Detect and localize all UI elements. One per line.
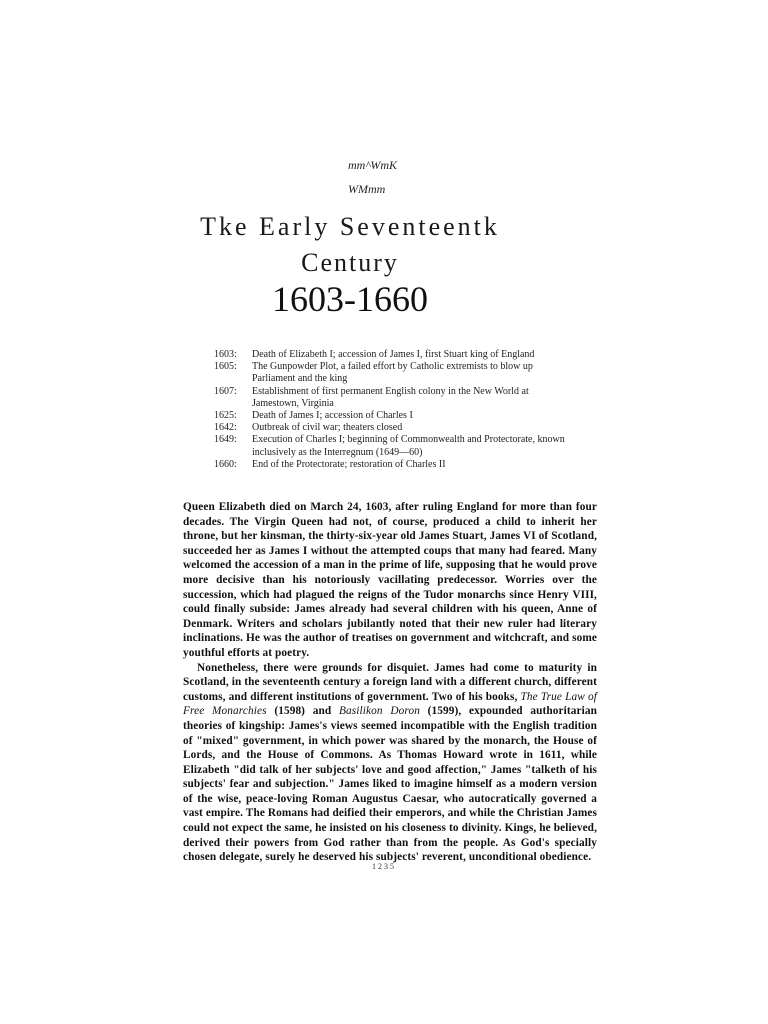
timeline-text: Outbreak of civil war; theaters closed	[252, 422, 403, 434]
timeline	[214, 349, 574, 471]
timeline-entry	[214, 386, 574, 410]
timeline-text: Death of James I; accession of Charles I	[252, 410, 413, 422]
timeline-entry	[214, 422, 574, 434]
timeline-entry	[214, 410, 574, 422]
chapter-years: 1603-1660	[272, 279, 428, 319]
paragraph-2-part-1: Nonetheless, there were grounds for disquiet. James had come to maturity in Scotland, in the seventeenth century a foreign land with a different church, different customs, and different institutions of government. Two of his books,	[183, 661, 597, 703]
timeline-text: Execution of Charles I; beginning of Commonwealth and Protectorate, known inclusively as the Interregnum (1649—60)	[252, 434, 565, 458]
timeline-entry	[214, 459, 574, 471]
body-text	[183, 500, 597, 865]
book-title-true-law: The True Law of Free Monarchies	[183, 690, 597, 718]
timeline-year: 1649:	[214, 434, 237, 446]
timeline-year: 1607:	[214, 385, 237, 397]
timeline-text: Establishment of first permanent English colony in the New World at Jamestown, Virginia	[252, 385, 529, 409]
page-number: 1235	[372, 862, 396, 871]
chapter-title-line-1: Tke Early Seventeentk	[200, 212, 500, 241]
paragraph-2-part-2: (1598) and	[266, 705, 340, 718]
timeline-text: Death of Elizabeth I; accession of James I, first Stuart king of England	[252, 349, 535, 360]
header-garble-2: WMmm	[348, 182, 386, 196]
timeline-year: 1660:	[214, 458, 237, 470]
timeline-entry	[214, 434, 574, 458]
book-title-basilikon-doron: Basilikon Doron	[339, 705, 420, 718]
timeline-text: End of the Protectorate; restoration of Charles II	[252, 458, 446, 470]
timeline-text: The Gunpowder Plot, a failed effort by Catholic extremists to blow up Parliament and the king	[252, 361, 533, 385]
timeline-year: 1625:	[214, 410, 237, 422]
paragraph-2-part-3: (1599), expounded authoritarian theories of kingship: James's views seemed incompatible with the English tradition of "mixed" government, in which power was shared by the monarch, the House of Lords, and the House of Commons. As Thomas Howard wrote in 1611, while Elizabeth "did talk of her subjects' love and good affection," James "talketh of his subjects' fear and subjection." James liked to imagine himself as a modern version of the wise, peace-loving Roman Augustus Caesar, who autocratically governed a vast empire. The Romans had deified their emperors, and while the Christian James could not expect the same, he insisted on his closeness to divinity. Kings, he believed, derived their powers from God rather than from the people. As God's specially chosen delegate, surely he deserved his subjects' reverent, unconditional obedience.	[183, 705, 597, 864]
timeline-year: 1642:	[214, 422, 237, 434]
header-garble-1: mm^WmK	[348, 158, 398, 172]
timeline-year: 1605:	[214, 361, 237, 373]
timeline-year: 1603:	[214, 349, 237, 360]
timeline-entry	[214, 361, 574, 385]
paragraph-2	[183, 661, 597, 865]
paragraph-1: Queen Elizabeth died on March 24, 1603, after ruling England for more than four decades. The Virgin Queen had not, of course, produced a child to inherit her throne, but her kinsman, the thirty-six-year old James Stuart, James VI of Scotland, succeeded her as James I without the attempted coups that many had feared. Many welcomed the accession of a man in the prime of life, supposing that he would prove more decisive than his notoriously vacillating predecessor. Worries over the succession, which had plagued the reigns of the Tudor monarchs since Henry VIII, could finally subside: James already had several children with his queen, Anne of Denmark. Writers and scholars jubilantly noted that their new ruler had literary inclinations. He was the author of treatises on government and witchcraft, and some youthful efforts at poetry.	[183, 501, 597, 659]
timeline-entry	[214, 349, 574, 361]
chapter-title-line-2: Century	[301, 248, 399, 277]
